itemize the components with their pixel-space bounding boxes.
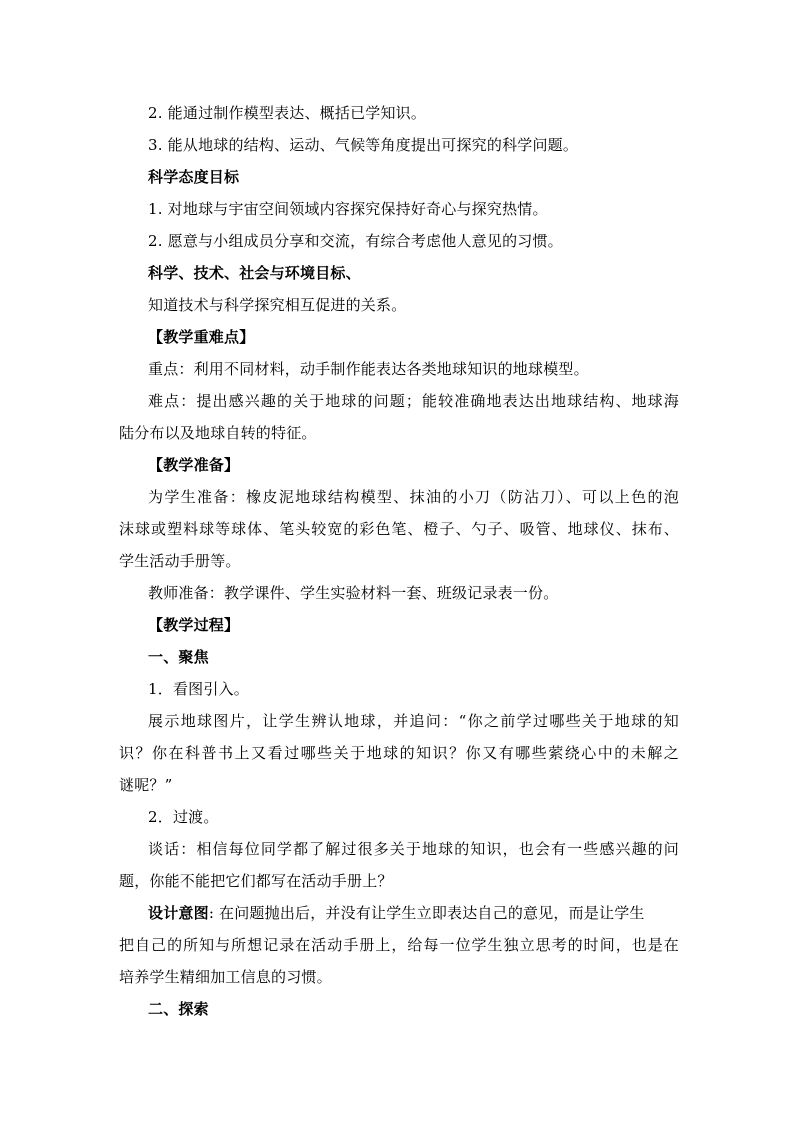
text-line: 2. 能通过制作模型表达、概括已学知识。 xyxy=(148,104,427,122)
text-line: 1. 对地球与宇宙空间领域内容探究保持好奇心与探究热情。 xyxy=(148,200,548,218)
section-heading: 二、探索 xyxy=(148,1000,209,1018)
text-line: 陆分布以及地球自转的特征。 xyxy=(119,424,317,442)
text-line: 为学生准备：橡皮泥地球结构模型、抹油的小刀（防沾刀）、可以上色的泡 xyxy=(148,488,679,506)
section-heading: 【教学准备】 xyxy=(148,456,240,474)
text-line: 重点：利用不同材料，动手制作能表达各类地球知识的地球模型。 xyxy=(148,360,589,378)
document-page xyxy=(119,97,679,1025)
text-line: 难点：提出感兴趣的关于地球的问题；能较准确地表达出地球结构、地球海 xyxy=(148,392,679,410)
text-line: 教师准备：教学课件、学生实验材料一套、班级记录表一份。 xyxy=(148,584,559,602)
text-line: 沫球或塑料球等球体、笔头较宽的彩色笔、橙子、勺子、吸管、地球仪、抹布、 xyxy=(119,520,679,538)
design-intent-label: 设计意图 xyxy=(148,904,209,922)
text-line xyxy=(119,897,679,929)
text-line: 展示地球图片，让学生辨认地球，并追问：“你之前学过哪些关于地球的知 xyxy=(148,712,679,730)
text-line: 知道技术与科学探究相互促进的关系。 xyxy=(148,296,407,314)
text-line: 培养学生精细加工信息的习惯。 xyxy=(119,968,332,986)
text-line: 3. 能从地球的结构、运动、气候等角度提出可探究的科学问题。 xyxy=(148,136,579,154)
design-intent-text: : 在问题抛出后，并没有让学生立即表达自己的意见，而是让学生 xyxy=(208,904,645,922)
text-line: 1．看图引入。 xyxy=(148,680,249,698)
text-line: 谜呢？” xyxy=(119,776,173,794)
text-line: 识？你在科普书上又看过哪些关于地球的知识？你又有哪些萦绕心中的未解之 xyxy=(119,744,679,762)
section-heading: 一、聚焦 xyxy=(148,648,209,666)
text-line: 2．过渡。 xyxy=(148,808,219,826)
section-heading: 【教学重难点】 xyxy=(148,328,255,346)
text-line: 题，你能不能把它们都写在活动手册上？ xyxy=(119,872,393,890)
section-heading: 科学、技术、社会与环境目标、 xyxy=(148,264,361,282)
section-heading: 科学态度目标 xyxy=(148,168,240,186)
section-heading: 【教学过程】 xyxy=(148,616,240,634)
text-line: 把自己的所知与所想记录在活动手册上，给每一位学生独立思考的时间，也是在 xyxy=(119,936,679,954)
text-line: 学生活动手册等。 xyxy=(119,552,241,570)
text-line: 2. 愿意与小组成员分享和交流，有综合考虑他人意见的习惯。 xyxy=(148,232,563,250)
text-line: 谈话：相信每位同学都了解过很多关于地球的知识，也会有一些感兴趣的问 xyxy=(148,840,679,858)
